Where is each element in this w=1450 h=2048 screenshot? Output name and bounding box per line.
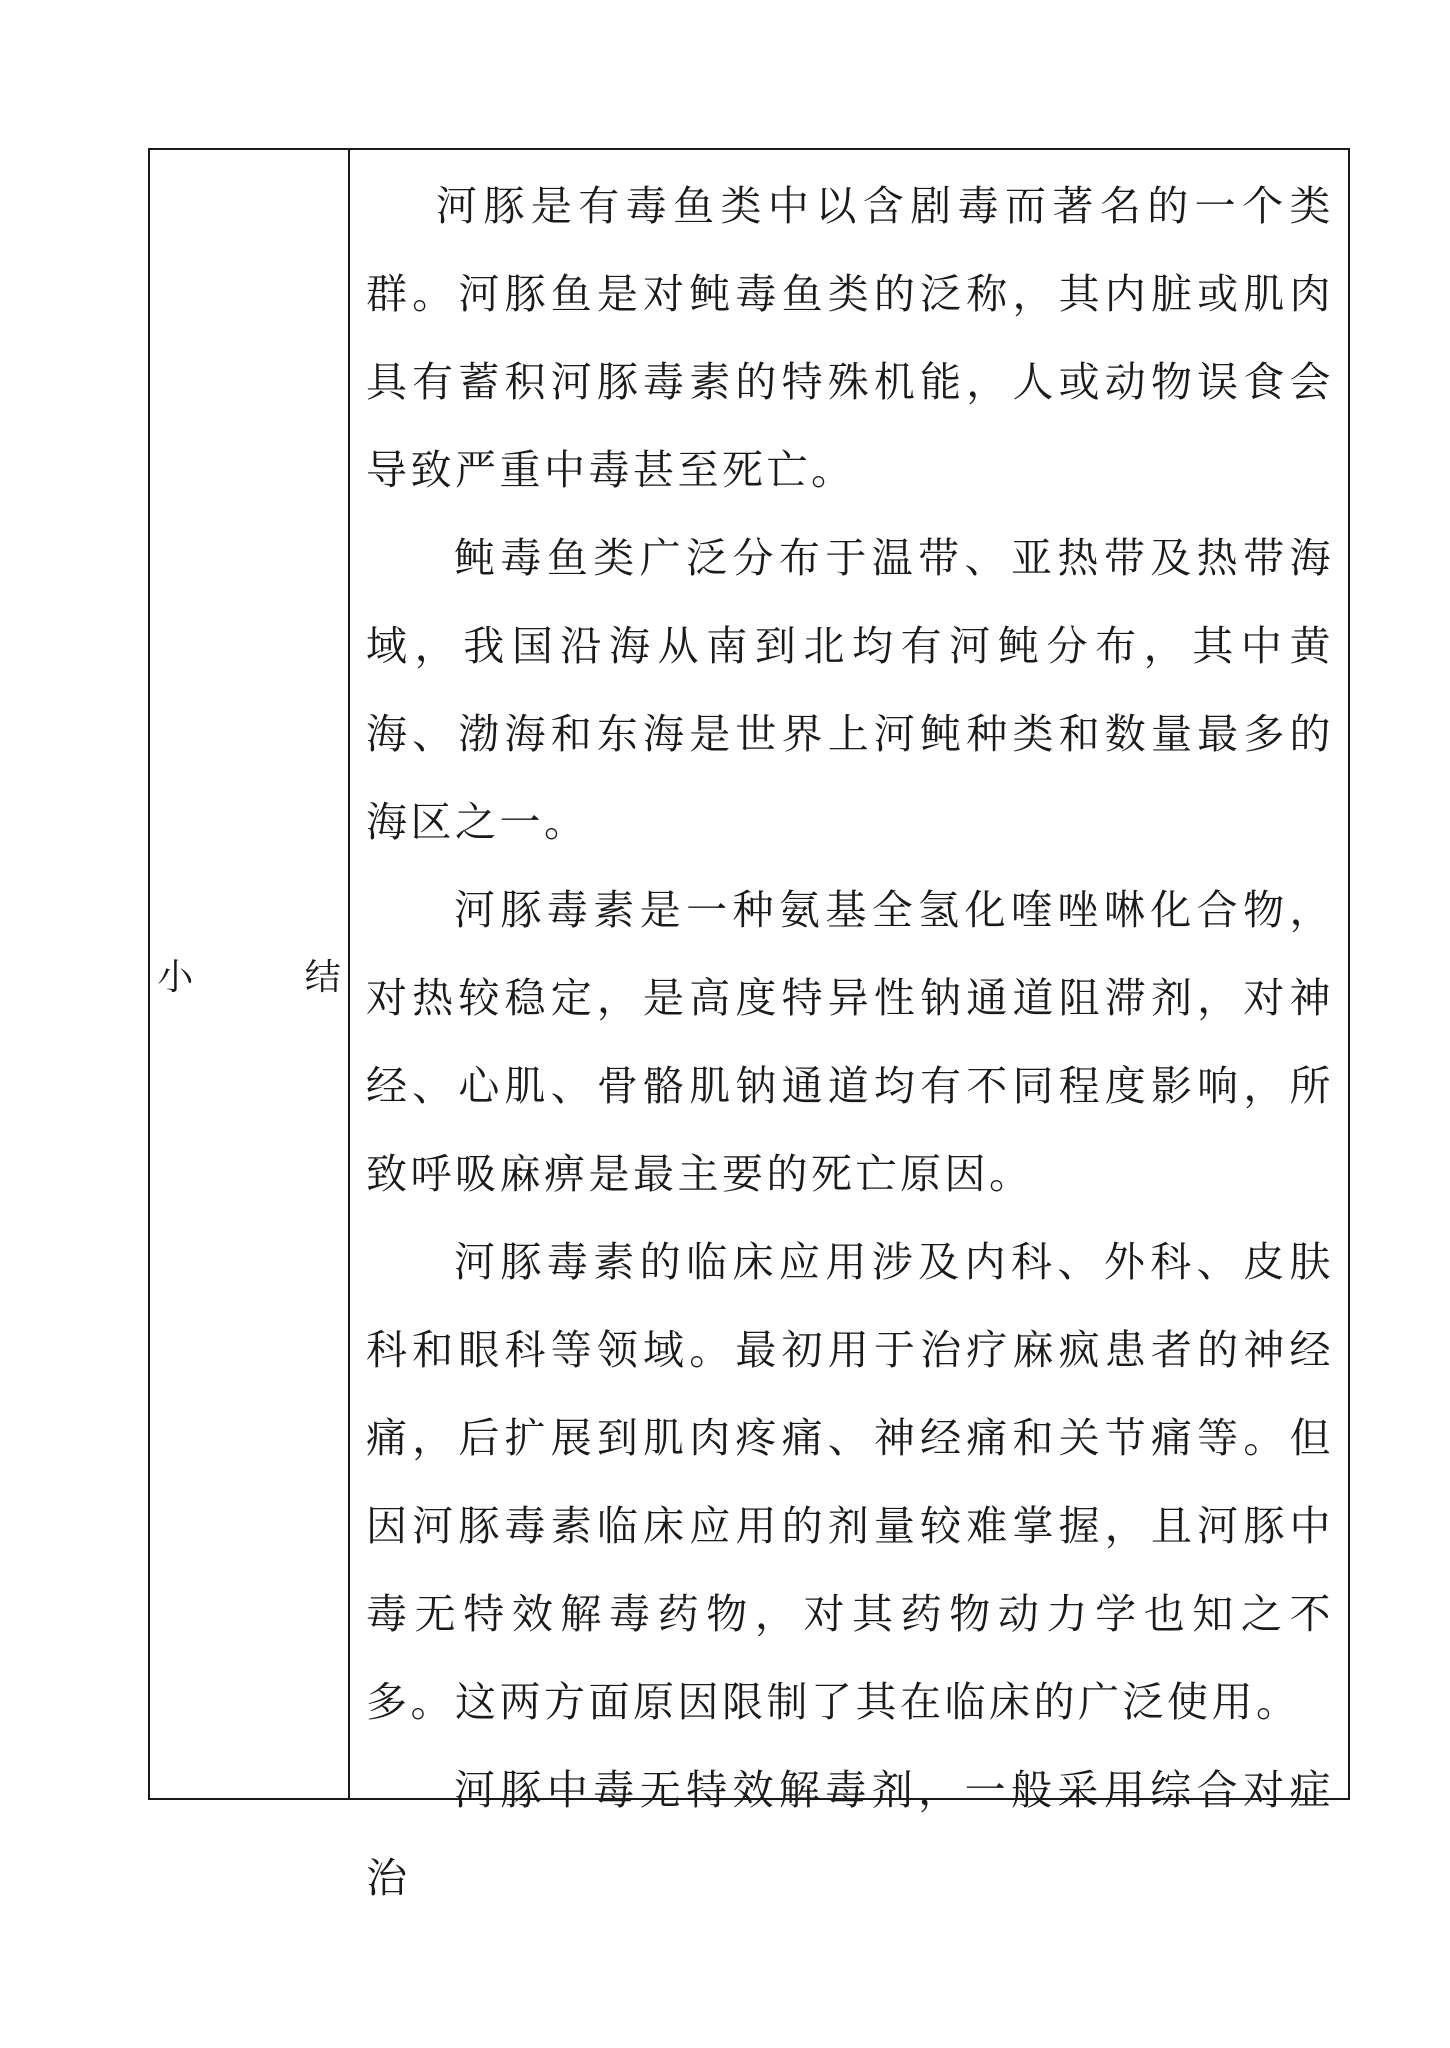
paragraph: 河豚中毒无特效解毒剂，一般采用综合对症治: [366, 1766, 1334, 1902]
paragraph: 河豚毒素的临床应用涉及内科、外科、皮肤科和眼科等领域。最初用于治疗麻疯患者的神经痛，后扩展到肌肉疼痛、神经痛和关节痛等。但因河豚毒素临床应用的剂量较难掌握，且河豚中毒无特效解毒药物，对其药物动力学也知之不多。这两方面原因限制了其在临床的广泛使用。: [366, 1238, 1334, 1726]
label-cell: [150, 150, 391, 1798]
paragraph: 鲀毒鱼类广泛分布于温带、亚热带及热带海域，我国沿海从南到北均有河鲀分布，其中黄海、渤海和东海是世界上河鲀种类和数量最多的海区之一。: [366, 534, 1334, 846]
paragraph: 河豚是有毒鱼类中以含剧毒而著名的一个类群。河豚鱼是对鲀毒鱼类的泛称，其内脏或肌肉具有蓄积河豚毒素的特殊机能，人或动物误食会导致严重中毒甚至死亡。: [366, 182, 1334, 494]
summary-label: 小 结: [157, 956, 391, 998]
content-cell: [350, 150, 1348, 1902]
paragraph: 河豚毒素是一种氨基全氢化喹唑啉化合物，对热较稳定，是高度特异性钠通道阻滞剂，对神经、心肌、骨骼肌钠通道均有不同程度影响，所致呼吸麻痹是最主要的死亡原因。: [366, 886, 1334, 1198]
summary-table: [148, 148, 1350, 1902]
